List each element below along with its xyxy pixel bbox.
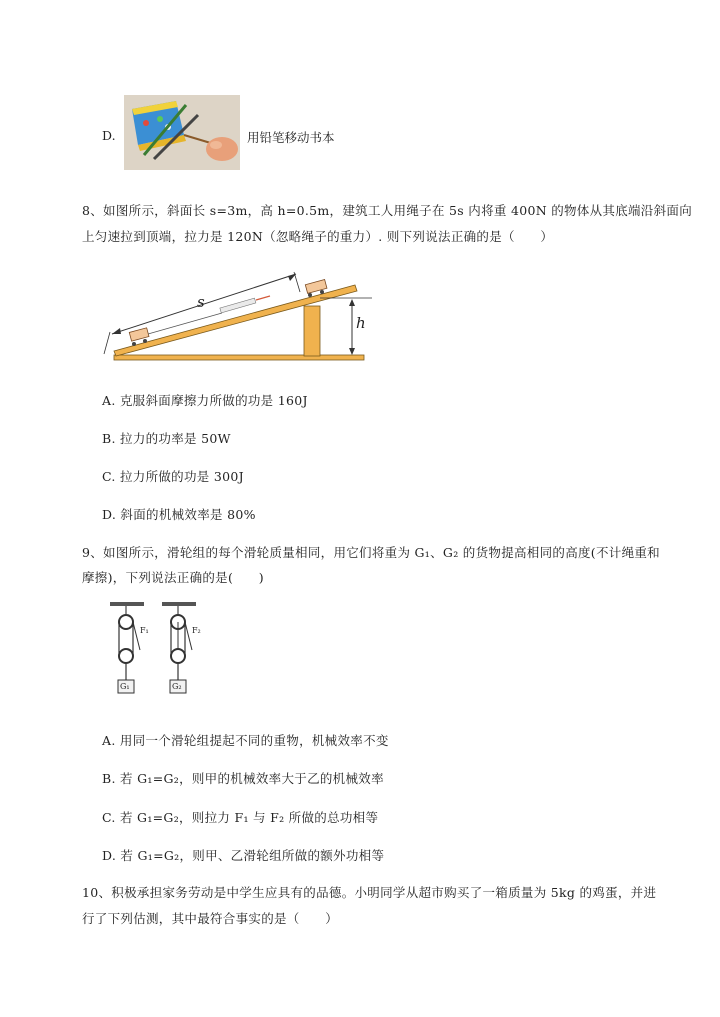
q9-stem-line1: 9、如图所示，滑轮组的每个滑轮质量相同，用它们将重为 G₁、G₂ 的货物提高相同的高度(不计绳重和 [82,545,660,560]
pulley-label-g1: G₁ [120,682,130,691]
q10-stem-line1: 10、积极承担家务劳动是中学生应具有的品德。小明同学从超市购买了一箱质量为 5kg 的鸡蛋，并进 [82,885,657,900]
pencil-book-illustration [124,95,240,170]
incline-figure [100,262,375,364]
q8-stem-line1: 8、如图所示，斜面长 s=3m，高 h=0.5m，建筑工人用绳子在 5s 内将重 400N 的物体从其底端沿斜面向 [82,203,693,218]
pulley-label-g2: G₂ [172,682,182,691]
q9-option-d: D. 若 G₁=G₂，则甲、乙滑轮组所做的额外功相等 [102,848,385,863]
q8-option-b: B. 拉力的功率是 50W [102,431,231,446]
q8-stem-line2: 上匀速拉到顶端，拉力是 120N（忽略绳子的重力）. 则下列说法正确的是（ ） [82,229,554,244]
q8-option-d: D. 斜面的机械效率是 80% [102,507,256,522]
q10-stem-line2: 行了下列估测，其中最符合事实的是（ ） [82,911,339,926]
incline-label-s: s [197,293,205,311]
q9-stem-line2: 摩擦)，下列说法正确的是( ) [82,570,264,585]
pulley-label-f2: F₂ [192,626,201,635]
q9-option-c: C. 若 G₁=G₂，则拉力 F₁ 与 F₂ 所做的总功相等 [102,810,379,825]
q8-option-c: C. 拉力所做的功是 300J [102,469,244,484]
q7-option-d-letter: D. [102,128,116,143]
pulley-label-f1: F₁ [140,626,149,635]
q9-option-b: B. 若 G₁=G₂，则甲的机械效率大于乙的机械效率 [102,771,384,786]
incline-label-h: h [356,314,366,332]
pencil-book-photo [124,95,240,170]
q9-option-a: A. 用同一个滑轮组提起不同的重物，机械效率不变 [102,733,389,748]
q8-option-a: A. 克服斜面摩擦力所做的功是 160J [102,393,308,408]
q7-option-d-text: 用铅笔移动书本 [247,130,335,145]
pulley-figure [100,600,210,705]
